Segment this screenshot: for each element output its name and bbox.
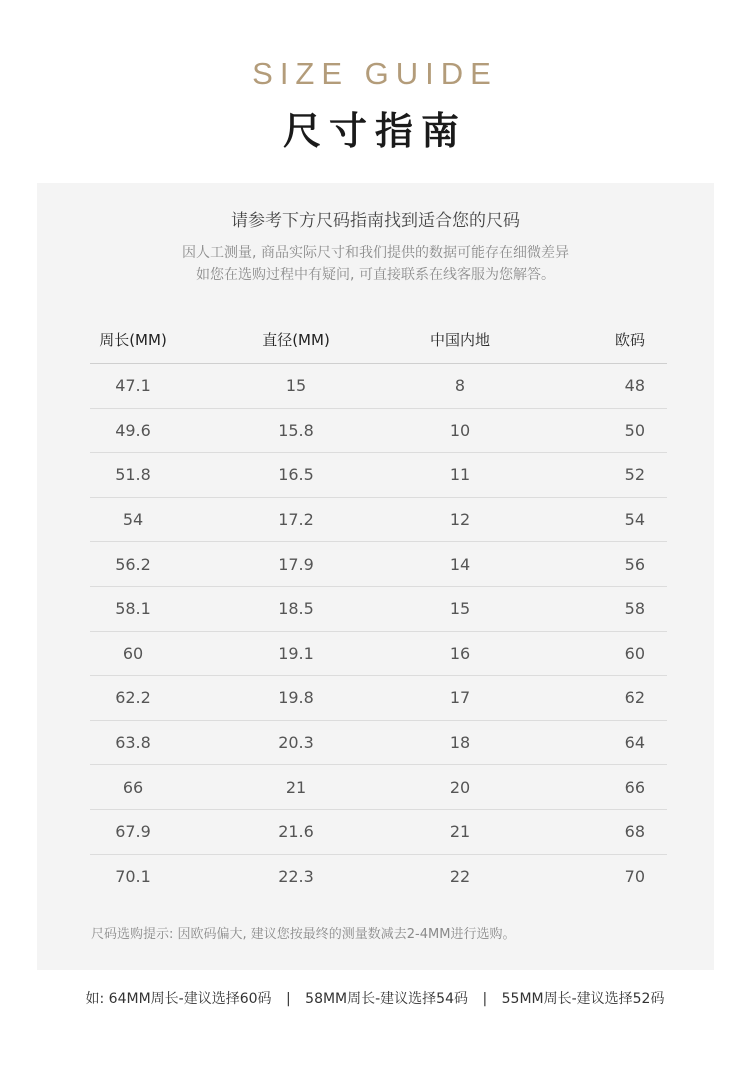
cell-eu-size: 54 bbox=[624, 510, 645, 530]
footer-example-1: 如: 64MM周长-建议选择60码 bbox=[85, 991, 272, 1007]
cell-circumference: 51.8 bbox=[115, 465, 151, 485]
title-english: SIZE GUIDE bbox=[252, 56, 498, 91]
cell-china-size: 15 bbox=[449, 599, 471, 619]
cell-circumference: 47.1 bbox=[115, 376, 151, 396]
cell-eu-size: 56 bbox=[624, 554, 645, 574]
table-row bbox=[90, 632, 667, 677]
title-chinese: 尺寸指南 bbox=[282, 109, 467, 153]
size-guide-panel bbox=[37, 183, 714, 970]
page-header bbox=[0, 0, 750, 183]
table-row bbox=[90, 765, 667, 810]
cell-eu-size: 48 bbox=[624, 376, 645, 396]
cell-circumference: 58.1 bbox=[115, 599, 151, 619]
cell-diameter: 15.8 bbox=[278, 420, 314, 440]
cell-diameter: 22.3 bbox=[278, 867, 314, 887]
cell-eu-size: 62 bbox=[624, 688, 645, 708]
cell-circumference: 70.1 bbox=[115, 867, 151, 887]
cell-eu-size: 70 bbox=[624, 867, 645, 887]
cell-circumference: 56.2 bbox=[115, 554, 151, 574]
cell-china-size: 14 bbox=[449, 554, 471, 574]
cell-circumference: 54 bbox=[122, 510, 144, 530]
cell-china-size: 20 bbox=[449, 777, 471, 797]
intro-note-1: 因人工测量, 商品实际尺寸和我们提供的数据可能存在细微差异 bbox=[182, 245, 569, 261]
size-tip: 尺码选购提示: 因欧码偏大, 建议您按最终的测量数减去2-4MM进行选购。 bbox=[91, 927, 516, 942]
footer-examples bbox=[0, 988, 750, 1010]
table-header-row bbox=[90, 315, 667, 364]
cell-circumference: 66 bbox=[122, 777, 144, 797]
size-table bbox=[90, 315, 667, 899]
cell-eu-size: 68 bbox=[624, 822, 645, 842]
cell-diameter: 16.5 bbox=[278, 465, 314, 485]
cell-circumference: 62.2 bbox=[115, 688, 151, 708]
intro-heading: 请参考下方尺码指南找到适合您的尺码 bbox=[231, 211, 520, 231]
cell-diameter: 21 bbox=[285, 777, 307, 797]
cell-diameter: 15 bbox=[285, 376, 307, 396]
footer-separator: | bbox=[482, 991, 488, 1007]
header-circumference: 周长(MM) bbox=[99, 330, 167, 349]
table-row bbox=[90, 498, 667, 543]
footer-example-2: 58MM周长-建议选择54码 bbox=[305, 991, 468, 1007]
cell-china-size: 21 bbox=[449, 822, 471, 842]
cell-eu-size: 60 bbox=[624, 643, 645, 663]
cell-china-size: 18 bbox=[449, 733, 471, 753]
table-row bbox=[90, 587, 667, 632]
cell-china-size: 16 bbox=[449, 643, 471, 663]
cell-diameter: 17.2 bbox=[278, 510, 314, 530]
header-eu-size: 欧码 bbox=[614, 330, 645, 349]
cell-eu-size: 64 bbox=[624, 733, 645, 753]
cell-diameter: 19.1 bbox=[278, 643, 314, 663]
table-row bbox=[90, 409, 667, 454]
footer-example-3: 55MM周长-建议选择52码 bbox=[501, 991, 665, 1007]
cell-circumference: 67.9 bbox=[115, 822, 151, 842]
table-row bbox=[90, 542, 667, 587]
table-row bbox=[90, 721, 667, 766]
cell-china-size: 17 bbox=[449, 688, 471, 708]
cell-china-size: 10 bbox=[449, 420, 471, 440]
cell-circumference: 49.6 bbox=[115, 420, 151, 440]
intro-note-2: 如您在选购过程中有疑问, 可直接联系在线客服为您解答。 bbox=[196, 267, 555, 283]
header-china-size: 中国内地 bbox=[429, 330, 490, 349]
cell-diameter: 19.8 bbox=[278, 688, 314, 708]
table-row bbox=[90, 453, 667, 498]
cell-eu-size: 52 bbox=[624, 465, 645, 485]
table-row bbox=[90, 810, 667, 855]
cell-diameter: 17.9 bbox=[278, 554, 314, 574]
table-row bbox=[90, 855, 667, 900]
header-diameter: 直径(MM) bbox=[262, 330, 330, 349]
cell-circumference: 60 bbox=[122, 643, 144, 663]
cell-china-size: 8 bbox=[454, 376, 466, 396]
cell-china-size: 11 bbox=[449, 465, 471, 485]
cell-china-size: 12 bbox=[449, 510, 471, 530]
cell-diameter: 20.3 bbox=[278, 733, 314, 753]
table-row bbox=[90, 364, 667, 409]
cell-eu-size: 58 bbox=[624, 599, 645, 619]
cell-diameter: 21.6 bbox=[278, 822, 314, 842]
footer-separator: | bbox=[285, 991, 291, 1007]
cell-circumference: 63.8 bbox=[115, 733, 151, 753]
table-row bbox=[90, 676, 667, 721]
cell-diameter: 18.5 bbox=[278, 599, 314, 619]
cell-eu-size: 66 bbox=[624, 777, 645, 797]
table-body bbox=[90, 364, 667, 899]
cell-eu-size: 50 bbox=[624, 420, 645, 440]
cell-china-size: 22 bbox=[449, 867, 471, 887]
